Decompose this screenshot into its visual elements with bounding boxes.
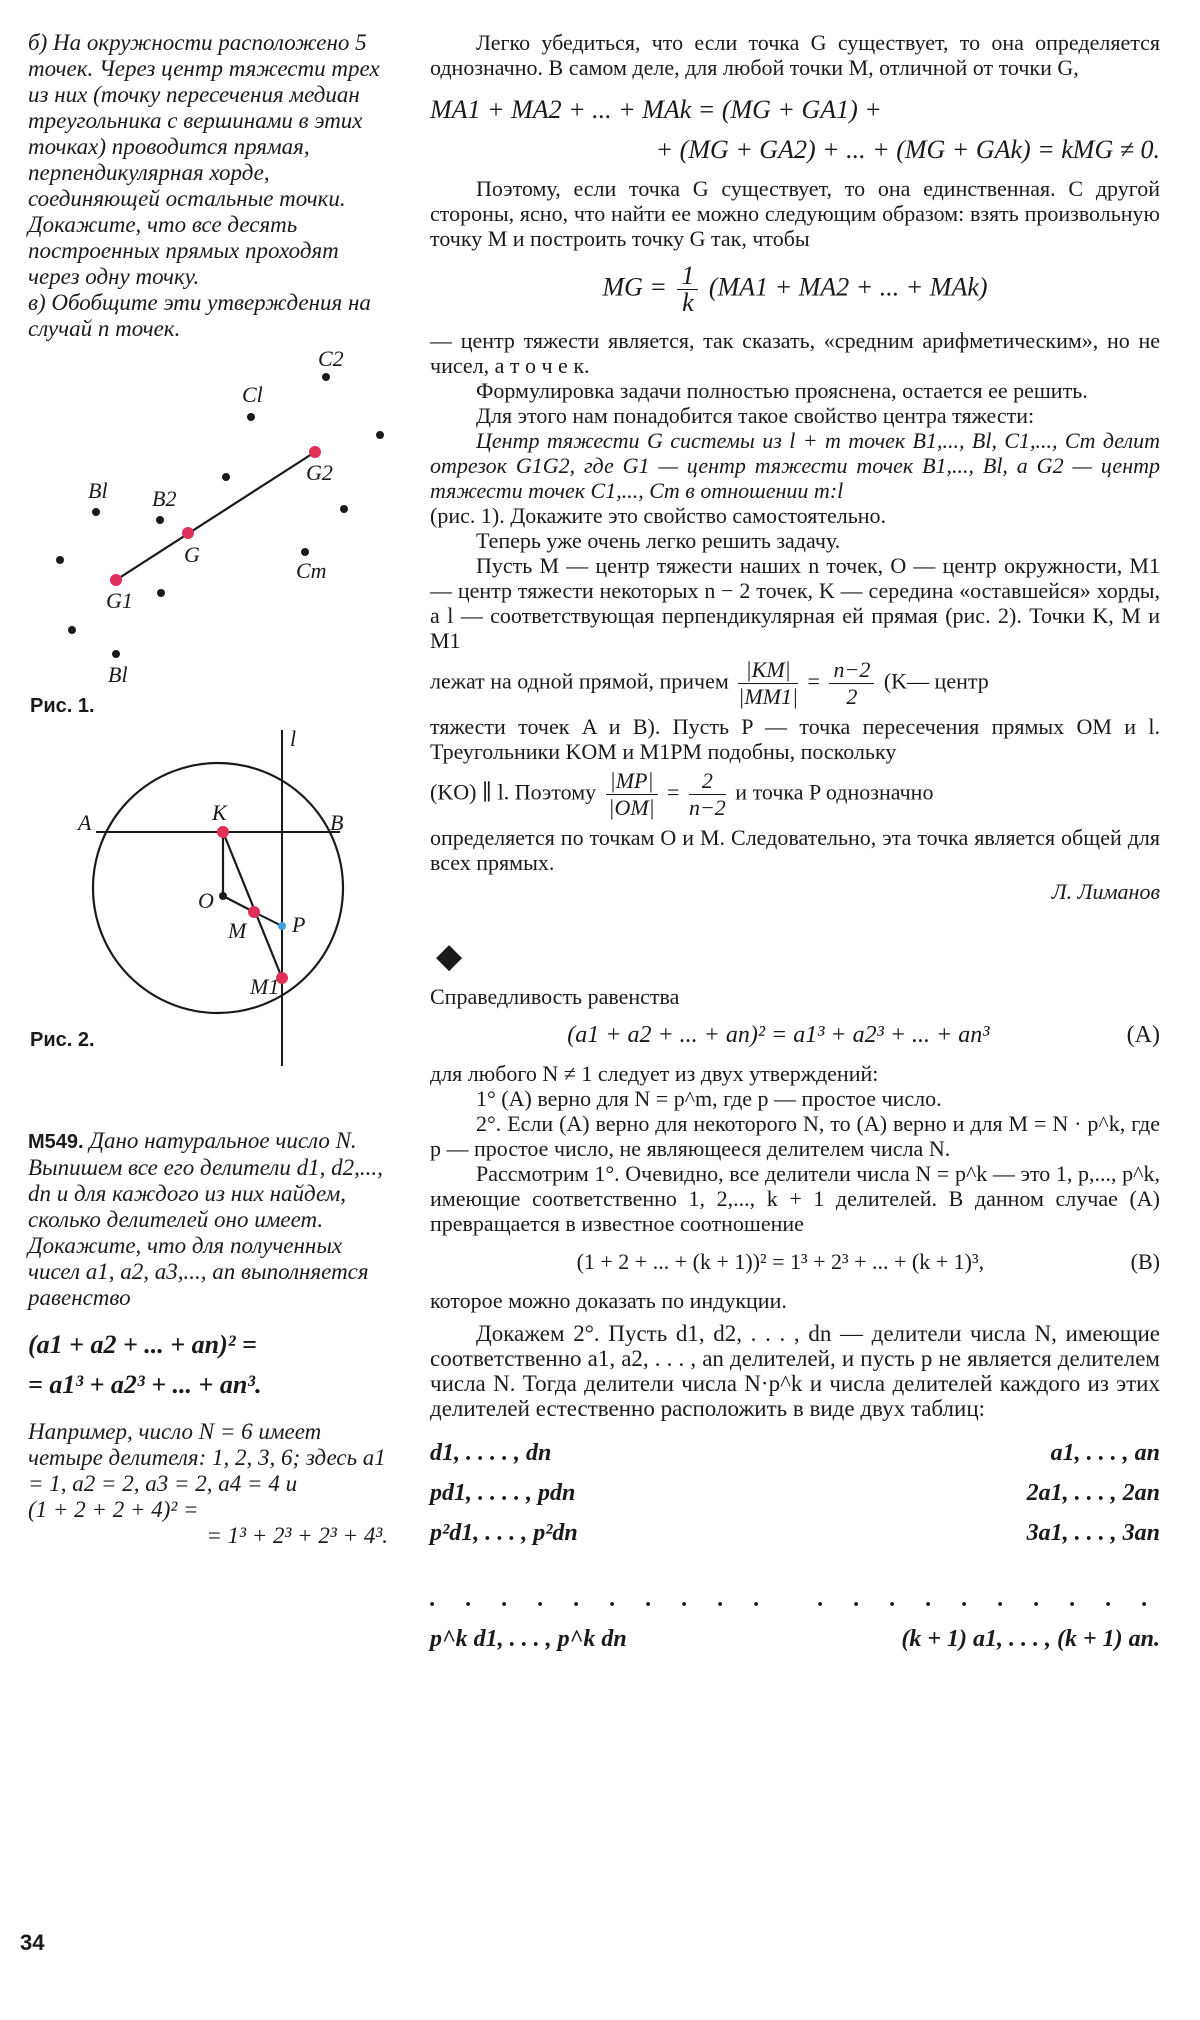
fraction-denominator: 2: [846, 684, 858, 709]
label-a: A: [78, 810, 92, 835]
equation-b: [430, 1242, 1160, 1282]
fraction-numerator: n−2: [829, 657, 874, 684]
segment-km1: [223, 832, 282, 978]
label-cl: Cl: [242, 382, 263, 407]
figure-1: [28, 342, 388, 722]
point: [247, 413, 255, 421]
label-c2: C2: [318, 346, 344, 371]
figure-1-caption: Рис. 1.: [30, 695, 95, 717]
point: [157, 589, 165, 597]
table-row: [430, 1579, 1160, 1619]
label-m1: M1: [250, 974, 280, 999]
segment-g1-g2: [116, 452, 315, 580]
fraction-n2-over-2: [829, 657, 874, 710]
equals-sign: =: [807, 668, 820, 694]
label-g1: G1: [106, 588, 133, 613]
label-cm: Cm: [296, 558, 327, 583]
point: [92, 508, 100, 516]
ratio2-text-a: (KO) ∥ l. Поэтому: [430, 779, 597, 805]
equation-a-tag: (A): [1126, 1022, 1160, 1048]
ratio-text-b: (K— центр: [883, 668, 989, 694]
claim-1: 1° (A) верно для N = p^m, где p — простое число.: [476, 1086, 942, 1111]
paragraph-property: Центр тяжести G системы из l + m точек B1,..., Bl, C1,..., Cm делит отрезок G1G2, где G1 — центр тяжести точек B1,..., Bl, а G2 — центр тяжести точек C1,..., Cm в отношении m:l: [430, 428, 1160, 503]
fraction-denominator: k: [682, 288, 694, 317]
label-l: l: [290, 728, 297, 751]
fraction-km-mm1: [738, 657, 798, 710]
point: [112, 650, 120, 658]
point: [322, 373, 330, 381]
paragraph-similar: тяжести точек A и B). Пусть P — точка пересечения прямых OM и l. Треугольники KOM и M1PM подобны, поскольку: [430, 714, 1160, 764]
fraction-denominator: n−2: [688, 795, 726, 820]
equation-b-tag: (B): [1130, 1249, 1160, 1274]
label-bl-bottom: Bl: [108, 662, 128, 687]
paragraph-consider-1: Рассмотрим 1°. Очевидно, все делители числа N = p^k — это 1, p,..., p^k, имеющие соответственно 1, 2,..., k + 1 делителей. В данном случае (A) превращается в известное соотношение: [430, 1161, 1160, 1236]
point-m: [248, 906, 260, 918]
problem-m549-text: Дано натуральное число N. Выпишем все его делители d1, d2,..., dn и для каждого из них найдем, сколько делителей оно имеет. Докажите, что для полученных чисел a1, a2, a3,..., an выполняется равенство: [28, 1128, 383, 1310]
paragraph-prove-2: Докажем 2°. Пусть d1, d2, . . . , dn — делители числа N, имеющие соответственно a1, a2, . . . , an делителей, и пусть p не является делителем числа N. Тогда делители числа N·p^k и числа делителей каждого из этих делителей естественно расположить в виде двух таблиц:: [430, 1321, 1160, 1421]
figure-2: [28, 728, 388, 1068]
fraction-2-over-n2: [689, 768, 726, 821]
paragraph-property-tail: (рис. 1). Докажите это свойство самостоятельно.: [430, 503, 887, 528]
point: [340, 505, 348, 513]
label-p: P: [292, 912, 306, 937]
paragraph-uniqueness: Легко убедиться, что если точка G существует, то она определяется однозначно. В самом деле, для любой точки M, отличной от точки G,: [430, 30, 1160, 80]
point: [301, 548, 309, 556]
example-formula-line1: (1 + 2 + 2 + 4)² =: [28, 1497, 199, 1522]
fraction-numerator: 1: [677, 263, 698, 290]
table-cell-left: d1, . . . . , dn: [430, 1440, 552, 1466]
point: [376, 431, 384, 439]
fraction-1-over-k: [677, 263, 698, 316]
label-g2: G2: [306, 460, 333, 485]
point-k: [217, 826, 229, 838]
problem-m549: [28, 1128, 388, 1311]
fraction-numerator: 2: [689, 768, 726, 795]
table-cell-right: . . . . . . . . . .: [818, 1586, 1160, 1612]
paragraph-formulation: Формулировка задачи полностью прояснена, остается ее решить.: [476, 378, 1088, 403]
m549-formula-line2: = a1³ + a2³ + ... + an³.: [28, 1370, 262, 1399]
label-k: K: [212, 800, 227, 825]
fraction-denominator: |MM1|: [738, 684, 799, 709]
problem-b-text: б) На окружности расположено 5 точек. Через центр тяжести трех из них (точку пересечения медиан треугольника с вершинами в этих точках) проводится прямая, перпендикулярная хорде, соединяющей остальные точки. Докажите, что все десять построенных прямых проходят через одну точку.: [28, 30, 380, 289]
fraction-mp-om: [606, 768, 658, 821]
equation-a: [430, 1015, 1160, 1055]
point-g: [182, 527, 194, 539]
page-number: 34: [20, 1930, 45, 1955]
vector-equation-line1: MA1 + MA2 + ... + MAk = (MG + GA1) +: [430, 95, 882, 124]
label-bl-top: Bl: [88, 478, 108, 503]
paragraph-easy: Теперь уже очень легко решить задачу.: [476, 528, 841, 553]
fraction-denominator: |OM|: [608, 795, 655, 820]
point-g1: [110, 574, 122, 586]
paragraph-average: — центр тяжести является, так сказать, «средним арифметическим», но не чисел, а т о ч е к.: [430, 328, 1160, 378]
right-column: [430, 30, 1160, 1659]
table-cell-right: 3a1, . . . , 3an: [1026, 1520, 1160, 1546]
point-p: [278, 922, 286, 930]
problem-number: М549.: [28, 1131, 84, 1153]
fraction-numerator: |KM|: [738, 657, 798, 684]
paragraph-ratio-2: [430, 768, 1160, 821]
label-g: G: [184, 542, 200, 567]
fraction-numerator: |MP|: [606, 768, 658, 795]
equation-a-body: (a1 + a2 + ... + an)² = a1³ + a2³ + ... + an³: [567, 1022, 990, 1048]
example-text: Например, число N = 6 имеет четыре делителя: 1, 2, 3, 6; здесь a1 = 1, a2 = 2, a3 = 2, a4 = 4 и: [28, 1419, 386, 1496]
paragraph-construction: Поэтому, если точка G существует, то она единственная. С другой стороны, ясно, что найти ее можно следующим образом: взять произвольную точку M и построить точку G так, чтобы: [430, 176, 1160, 251]
label-b: B: [330, 810, 344, 835]
equation-b-body: (1 + 2 + ... + (k + 1))² = 1³ + 2³ + ... + (k + 1)³,: [576, 1249, 985, 1274]
paragraph-property-intro: Для этого нам понадобится такое свойство центра тяжести:: [476, 403, 1035, 428]
equals-sign: =: [667, 779, 680, 805]
claim-2: 2°. Если (A) верно для некоторого N, то (A) верно и для M = N · p^k, где p — простое число, не являющееся делителем числа N.: [430, 1111, 1160, 1161]
centroid-formula: [430, 263, 1160, 316]
paragraph-solution: Пусть M — центр тяжести наших n точек, O — центр окружности, M1 — центр тяжести некоторых n − 2 точек, K — середина «оставшейся» хорды, а l — соответствующая перпендикулярная ей прямая (рис. 2). Точки K, M и M1: [430, 553, 1160, 653]
table-row: [430, 1619, 1160, 1659]
label-m: M: [228, 918, 247, 943]
point-o: [219, 892, 227, 900]
point: [56, 556, 64, 564]
table-row: [430, 1473, 1160, 1513]
table-cell-left: p²d1, . . . , p²dn: [430, 1520, 578, 1546]
table-cell-left: . . . . . . . . . .: [430, 1586, 772, 1612]
label-o: O: [198, 888, 214, 913]
paragraph-conclusion: определяется по точкам O и M. Следовательно, эта точка является общей для всех прямых.: [430, 825, 1160, 875]
table-cell-left: pd1, . . . . , pdn: [430, 1480, 576, 1506]
table-cell-right: a1, . . . , an: [1050, 1440, 1160, 1466]
figure-2-caption: Рис. 2.: [30, 1029, 95, 1051]
table-row: [430, 1433, 1160, 1473]
paragraph-ratio: [430, 657, 1160, 710]
point: [68, 626, 76, 634]
point: [222, 473, 230, 481]
author: Л. Лиманов: [1051, 879, 1160, 904]
ratio2-text-b: и точка P однозначно: [735, 779, 934, 805]
example-formula-line2: = 1³ + 2³ + 2³ + 4³.: [206, 1523, 388, 1548]
table-row: [430, 1513, 1160, 1553]
point: [156, 516, 164, 524]
paragraph-two-claims: для любого N ≠ 1 следует из двух утверждений:: [430, 1061, 879, 1086]
paragraph-induction: которое можно доказать по индукции.: [430, 1288, 787, 1313]
table-cell-right: (k + 1) a1, . . . , (k + 1) an.: [901, 1626, 1160, 1652]
paragraph-validity: Справедливость равенства: [430, 984, 680, 1009]
centroid-formula-rhs: (MA1 + MA2 + ... + MAk): [708, 272, 988, 302]
vector-equation-line2: + (MG + GA2) + ... + (MG + GAk) = kMG ≠ 0.: [655, 135, 1160, 164]
centroid-formula-lhs: MG =: [602, 272, 667, 302]
diamond-icon: ◆: [436, 938, 463, 975]
m549-formula-line1: (a1 + a2 + ... + an)² =: [28, 1330, 257, 1359]
point-g2: [309, 446, 321, 458]
label-b2: B2: [152, 486, 177, 511]
problem-c-text: в) Обобщите эти утверждения на случай n точек.: [28, 290, 371, 341]
divisor-tables: [430, 1433, 1160, 1659]
ratio-text-a: лежат на одной прямой, причем: [430, 668, 729, 694]
table-cell-right: 2a1, . . . , 2an: [1026, 1480, 1160, 1506]
left-column: [28, 30, 388, 1549]
table-cell-left: p^k d1, . . . , p^k dn: [430, 1626, 627, 1652]
